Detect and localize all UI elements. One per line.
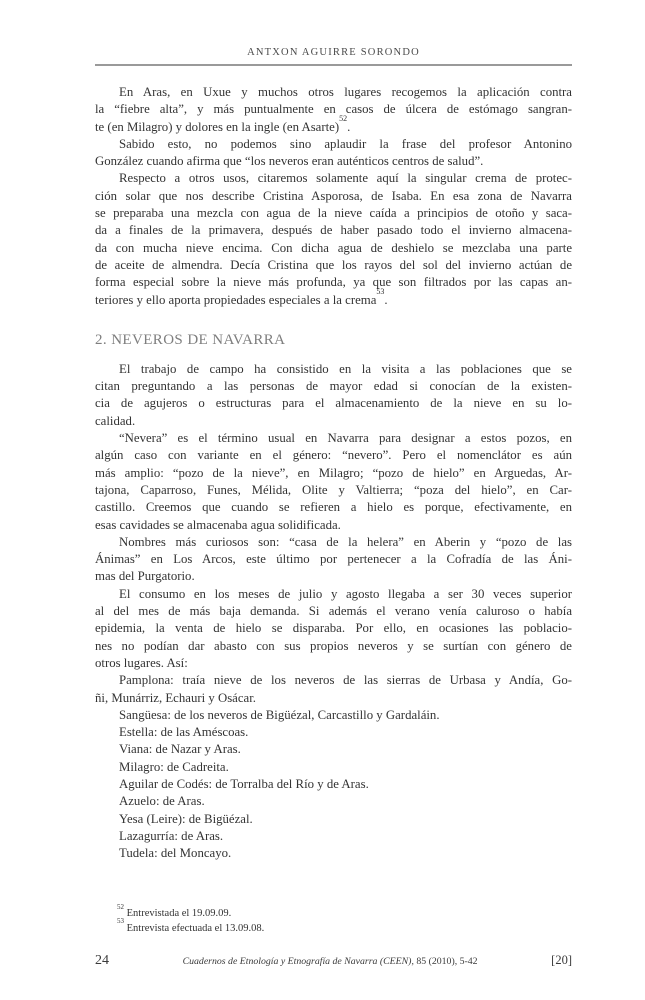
text-line: otros lugares. Así: (95, 655, 188, 670)
footer (95, 953, 572, 969)
text-line: más amplio: “pozo de la nieve”, en Milagro; “pozo de hielo” en Arguedas, Ar- (95, 465, 572, 480)
journal-citation (109, 956, 551, 967)
text-line: algún caso con variante en el género: “nevero”. Pero el nomenclátor es aún (95, 448, 572, 463)
paragraph (95, 672, 572, 707)
text-line: al del mes de más baja demanda. Si además el verano venía caluroso o había (95, 604, 572, 619)
text-line: forma especial sobre la nieve más profunda, ya que son filtrados por las capas an- (95, 275, 572, 290)
paragraph (95, 845, 572, 862)
text-line: se preparaba una mezcla con agua de la nieve caída a principios de otoño y saca- (95, 206, 572, 221)
section-heading: 2. NEVEROS DE NAVARRA (95, 331, 286, 348)
text-line: epidemia, la venta de hielo se disparaba. Por ello, en ocasiones las poblacio- (95, 621, 572, 636)
footnote: $^{52}$ Entrevistada el 19.09.09. (117, 902, 232, 920)
text-line: Milagro: de Cadreita. (119, 759, 229, 774)
paragraph (95, 741, 572, 758)
text-line: Estella: de las Améscoas. (119, 725, 249, 740)
text-line: mas del Purgatorio. (95, 569, 195, 584)
text-line: Viana: de Nazar y Aras. (119, 742, 241, 757)
paragraph (95, 724, 572, 741)
text-line: Pamplona: traía nieve de los neveros de las sierras de Urbasa y Andía, Go- (119, 673, 572, 688)
text-line: te (en Milagro) y dolores en la ingle (en Asarte)$^{52}$. (95, 114, 351, 134)
text-line: Tudela: del Moncayo. (119, 846, 232, 861)
footnote-ref: 53 (376, 287, 385, 297)
footnote-ref: 52 (339, 114, 348, 124)
text-line: teriores y ello aporta propiedades especiales a la crema$^{53}$. (95, 287, 388, 307)
text-line: nes no podían dar abasto con sus propios neveros y se surtían con género de (95, 638, 572, 653)
paragraph (95, 707, 572, 724)
text-line: Yesa (Leire): de Bigüézal. (119, 811, 253, 826)
text-line: Ánimas” en Los Arcos, este último por pertenecer a la Cofradía de las Áni- (95, 552, 572, 567)
text-line: Sabido esto, no podemos sino aplaudir la frase del profesor Antonino (119, 136, 572, 151)
header-rule (95, 64, 572, 66)
paragraph (95, 759, 572, 776)
text-line: Nombres más curiosos son: “casa de la helera” en Aberin y “pozo de las (119, 534, 572, 549)
paragraph (95, 776, 572, 793)
footnote-number: 53 (117, 917, 124, 926)
page-number: 24 (95, 953, 109, 968)
text-line: “Nevera” es el término usual en Navarra para designar a estos pozos, en (119, 431, 572, 446)
text-line: El trabajo de campo ha consistido en la visita a las poblaciones que se (119, 361, 572, 376)
paragraph (95, 361, 572, 430)
paragraph (95, 828, 572, 845)
text-line: Lazagurría: de Aras. (119, 828, 224, 843)
text-line: de aceite de almendra. Decía Cristina que los rayos del sol del invierno actúan de (95, 257, 572, 272)
text-line: cia de agujeros o estructuras para el almacenamiento de la nieve en su lo- (95, 396, 572, 411)
text-line: da con mucha nieve encima. Con dicha agua de deshielo se mezclaba una parte (95, 240, 572, 255)
text-line: Aguilar de Codés: de Torralba del Río y de Aras. (119, 776, 369, 791)
footnote-number: 52 (117, 902, 124, 911)
text-line: En Aras, en Uxue y muchos otros lugares recogemos la aplicación contra (119, 85, 572, 99)
journal-citation-issue: 85 (2010), 5-42 (413, 956, 478, 967)
text-line: González cuando afirma que “los neveros eran auténticos centros de salud”. (95, 154, 484, 169)
footnotes (95, 902, 572, 936)
text-line: da a finales de la primavera, después de haber pasado todo el invierno almacena- (95, 223, 572, 238)
paragraph (95, 586, 572, 672)
text-line: castillo. Creemos que cuando se refieren a hielo es porque, efectivamente, en (95, 500, 572, 515)
paragraph (95, 793, 572, 810)
text-line: citan preguntando a las personas de mayor edad si conocían de la existen- (95, 379, 572, 394)
author-name: ANTXON AGUIRRE SORONDO (247, 47, 420, 58)
footnote: $^{53}$ Entrevista efectuada el 13.09.08. (117, 917, 265, 934)
text-line: calidad. (95, 413, 136, 428)
paragraph (95, 534, 572, 586)
text-line: Respecto a otros usos, citaremos solamente aquí la singular crema de protec- (119, 171, 572, 186)
paragraph (95, 84, 572, 136)
text-line: Azuelo: de Aras. (119, 794, 205, 809)
text-line: tajona, Caparroso, Funes, Mélida, Olite y Valtierra; “poza del hielo”, en Car- (95, 482, 572, 497)
paragraph (95, 170, 572, 308)
text-line: ñi, Munárriz, Echauri y Osácar. (95, 690, 256, 705)
paragraph (95, 136, 572, 171)
page-body (95, 84, 572, 862)
paragraph (95, 430, 572, 534)
text-line: ción solar que nos describe Cristina Asporosa, de Isaba. En esa zona de Navarra (95, 188, 572, 203)
paragraph (95, 811, 572, 828)
text-line: Sangüesa: de los neveros de Bigüézal, Carcastillo y Gardaláin. (119, 707, 440, 722)
running-header (95, 42, 572, 66)
sheet-number: [20] (551, 953, 572, 967)
text-line: El consumo en los meses de julio y agosto llegaba a ser 30 veces superior (119, 586, 572, 601)
text-line: esas cavidades se almacenaba agua solidificada. (95, 517, 341, 532)
text-line: la “fiebre alta”, y más puntualmente en casos de úlcera de estómago sangran- (95, 102, 572, 117)
journal-citation-title: Cuadernos de Etnología y Etnografía de Navarra (CEEN), (182, 956, 414, 967)
